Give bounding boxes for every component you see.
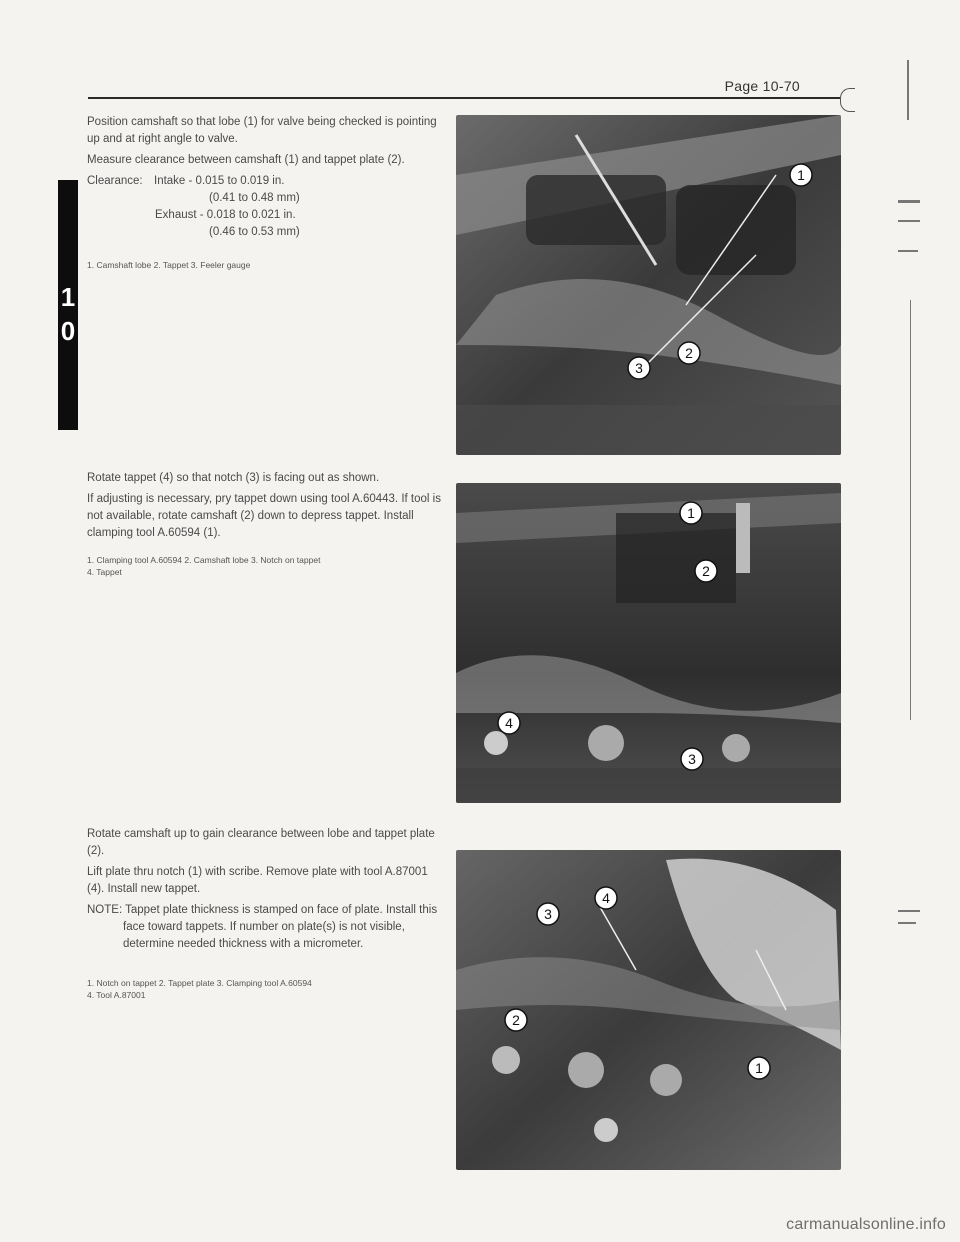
callout-3 xyxy=(628,357,650,379)
exhaust-spec: Exhaust - 0.018 to 0.021 in. xyxy=(155,209,296,221)
exhaust-metric: (0.46 to 0.53 mm) xyxy=(209,226,300,238)
svg-text:3: 3 xyxy=(635,360,643,376)
callout-3 xyxy=(681,748,703,770)
paragraph: Lift plate thru notch (1) with scribe. Remove plate with tool A.87001 (4). Install new tappet. xyxy=(87,866,428,895)
svg-text:3: 3 xyxy=(544,906,552,922)
callout-4 xyxy=(595,887,617,909)
figure-caption: 1. Camshaft lobe 2. Tappet 3. Feeler gauge xyxy=(87,260,251,270)
chapter-tab xyxy=(58,180,78,430)
corner-mark xyxy=(840,88,855,112)
svg-text:2: 2 xyxy=(512,1012,520,1028)
callout-1 xyxy=(748,1057,770,1079)
section-2-text xyxy=(87,470,447,578)
callout-2 xyxy=(678,342,700,364)
note: NOTE: Tappet plate thickness is stamped on face of plate. Install this face toward tappets. If number on plate(s) is not visible, determine needed thickness with a micrometer. xyxy=(87,904,438,950)
chapter-digit: 0 xyxy=(60,316,76,346)
section-1-text xyxy=(87,114,447,271)
callout-2 xyxy=(505,1009,527,1031)
figure-caption: 4. Tool A.87001 xyxy=(87,990,146,1000)
clearance-label: Clearance: xyxy=(87,175,143,187)
svg-text:1: 1 xyxy=(797,167,805,183)
paragraph: Rotate camshaft up to gain clearance between lobe and tappet plate (2). xyxy=(87,828,435,857)
paragraph: Position camshaft so that lobe (1) for valve being checked is pointing up and at right angle to valve. xyxy=(87,116,437,145)
intake-spec: Intake - 0.015 to 0.019 in. xyxy=(154,175,285,187)
callout-3 xyxy=(537,903,559,925)
watermark: carmanualsonline.info xyxy=(786,1216,946,1233)
figure-caption: 1. Clamping tool A.60594 2. Camshaft lobe 3. Notch on tappet xyxy=(87,555,321,565)
section-3-text xyxy=(87,826,447,1001)
svg-text:2: 2 xyxy=(702,563,710,579)
svg-text:1: 1 xyxy=(755,1060,763,1076)
callout-4 xyxy=(498,712,520,734)
svg-text:2: 2 xyxy=(685,345,693,361)
clearance-spec xyxy=(87,173,447,241)
intake-metric: (0.41 to 0.48 mm) xyxy=(209,192,300,204)
callout-1 xyxy=(790,164,812,186)
page-header xyxy=(88,78,840,92)
paragraph: Rotate tappet (4) so that notch (3) is facing out as shown. xyxy=(87,472,380,484)
header-rule xyxy=(88,97,840,99)
margin-scan-marks xyxy=(882,60,942,1160)
callout-2 xyxy=(695,560,717,582)
svg-text:1: 1 xyxy=(687,505,695,521)
photo-tappet-plate-removal xyxy=(456,850,841,1170)
figure-caption: 1. Notch on tappet 2. Tappet plate 3. Clamping tool A.60594 xyxy=(87,978,312,988)
page-number: Page 10-70 xyxy=(724,78,800,94)
svg-text:4: 4 xyxy=(505,715,513,731)
paragraph: If adjusting is necessary, pry tappet down using tool A.60443. If tool is not available, rotate camshaft (2) down to depress tappet. Install clamping tool A.60594 (1). xyxy=(87,493,441,539)
svg-text:3: 3 xyxy=(688,751,696,767)
chapter-digit: 1 xyxy=(60,282,76,312)
photo-clamping-tool xyxy=(456,483,841,803)
callout-1 xyxy=(680,502,702,524)
figure-caption: 4. Tappet xyxy=(87,567,122,577)
photo-camshaft-clearance xyxy=(456,115,841,455)
svg-text:4: 4 xyxy=(602,890,610,906)
paragraph: Measure clearance between camshaft (1) and tappet plate (2). xyxy=(87,154,405,166)
